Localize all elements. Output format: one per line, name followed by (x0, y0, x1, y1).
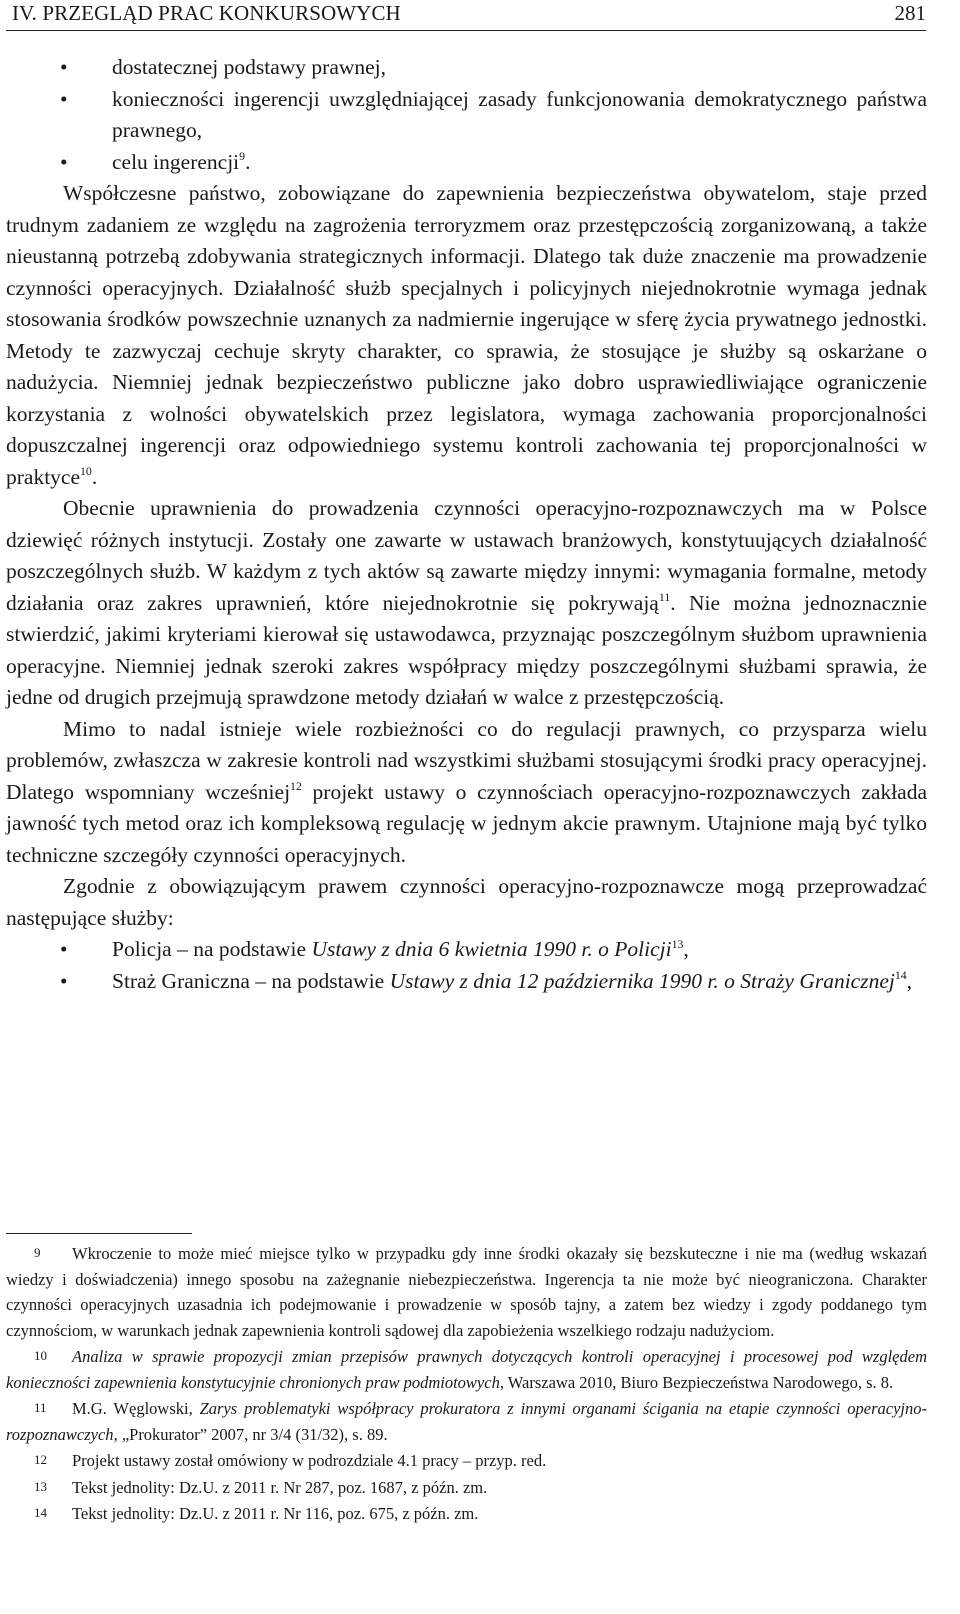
footnote: 13 Tekst jednolity: Dz.U. z 2011 r. Nr 287, poz. 1687, z późn. zm. (6, 1474, 927, 1501)
footnote-number: 11 (34, 1400, 47, 1415)
paragraph: Obecnie uprawnienia do prowadzenia czynności operacyjno-rozpoznawczych ma w Polsce dziewięć różnych instytucji. Zostały one zawarte w ustawach branżowych, konstytuujących działalność poszczególnych służb. W każdym z tych aktów są zawarte między innymi: wymagania formalne, metody działania oraz zakres uprawnień, które niejednokrotnie się pokrywają$^{11}$. Nie można jednoznacznie stwierdzić, jakimi kryteriami kierował się ustawodawca, przyznając poszczególnym służbom uprawnienia operacyjne. Niemniej jednak szeroki zakres współpracy między poszczególnymi służbami sprawia, że jedne od drugich przejmują sprawdzone metody działań w walce z przestępczością. (6, 496, 927, 709)
footnote-ref[interactable]: 9 (239, 149, 246, 164)
list-item: • Straż Graniczna – na podstawie Ustawy z dnia 12 października 1990 r. o Straży Granicznej$^{14}$, (6, 966, 927, 998)
bullet-icon: • (60, 149, 68, 174)
footnote-number: 12 (34, 1452, 47, 1467)
list-item: • konieczności ingerencji uwzględniającej zasady funkcjonowania demokratycznego państwa prawnego, (6, 84, 927, 147)
footnote-ref[interactable]: 12 (290, 779, 302, 794)
footnote-number: 9 (34, 1245, 41, 1260)
footnote-number: 10 (34, 1348, 47, 1363)
footnote-number: 13 (34, 1478, 47, 1494)
footnote: 11 M.G. Węglowski, Zarys problematyki współpracy prokuratora z innymi organami ścigania na etapie czynności operacyjno-rozpoznawczych, „Prokurator” 2007, nr 3/4 (31/32), s. 89. (6, 1395, 927, 1447)
paragraph: Zgodnie z obowiązującym prawem czynności operacyjno-rozpoznawcze mogą przeprowadzać następujące służby: (6, 874, 927, 930)
criteria-list (6, 52, 927, 178)
footnote-ref[interactable]: 10 (80, 464, 92, 479)
footnote: 10 Analiza w sprawie propozycji zmian przepisów prawnych dotyczących kontroli operacyjnej i procesowej pod względem konieczności zapewnienia konstytucyjnie chronionych praw podmiotowych, Warszawa 2010, Biuro Bezpieczeństwa Narodowego, s. 8. (6, 1343, 927, 1395)
footnote: 12 Projekt ustawy został omówiony w podrozdziale 4.1 pracy – przyp. red. (6, 1447, 927, 1474)
footnote-number: 14 (34, 1505, 47, 1520)
bullet-icon: • (60, 937, 68, 961)
bullet-icon: • (60, 968, 68, 993)
services-list (6, 934, 927, 997)
running-header (6, 0, 926, 31)
footnote: 14 Tekst jednolity: Dz.U. z 2011 r. Nr 116, poz. 675, z późn. zm. (6, 1500, 927, 1527)
chapter-title: IV. PRZEGLĄD PRAC KONKURSOWYCH (12, 1, 401, 25)
paragraph: Współczesne państwo, zobowiązane do zapewnienia bezpieczeństwa obywatelom, staje przed trudnym zadaniem ze względu na zagrożenia terroryzmem oraz przestępczością zorganizowaną, a także nieustanną potrzebą zdobywania strategicznych informacji. Dlatego tak duże znaczenie ma prowadzenie czynności operacyjnych. Działalność służb specjalnych i policyjnych niejednokrotnie wymaga jednak stosowania środków powszechnie uznanych za nadmiernie ingerujące w sferę życia prywatnego jednostki. Metody te zazwyczaj cechuje skryty charakter, co sprawia, że stosujące je służby są oskarżane o nadużycia. Niemniej jednak bezpieczeństwo publiczne jako dobro usprawiedliwiające ograniczenie korzystania z wolności obywatelskich przez legislatora, wymaga zachowania proporcjonalności dopuszczalnej ingerencji oraz odpowiedniego systemu kontroli zachowania tej proporcjonalności w praktyce$^{10}$. (6, 181, 927, 489)
bullet-icon: • (60, 55, 68, 79)
main-text (6, 52, 927, 997)
footnote-divider (6, 1233, 192, 1234)
footnote: 9 Wkroczenie to może mieć miejsce tylko w przypadku gdy inne środki okazały się bezskuteczne i nie ma (według wskazań wiedzy i doświadczenia) innego sposobu na zażegnanie niebezpieczeństwa. Ingerencja ta nie może być nieograniczona. Charakter czynności operacyjnych uzasadnia ich podejmowanie i prowadzenie w sposób tajny, a zatem bez wiedzy i zgody poddanego tym czynnościom, w warunkach jednak zapewnienia kontroli sądowej dla zapobieżenia wszelkiego rodzaju nadużyciom. (6, 1240, 927, 1343)
footnote-ref[interactable]: 13 (671, 936, 684, 951)
footnote-ref[interactable]: 14 (894, 968, 907, 983)
list-item: • celu ingerencji$^9$. (6, 147, 927, 179)
bullet-icon: • (60, 86, 68, 111)
paragraph: Mimo to nadal istnieje wiele rozbieżności co do regulacji prawnych, co przysparza wielu problemów, zwłaszcza w zakresie kontroli nad wszystkimi służbami stosującymi środki pracy operacyjnej. Dlatego wspomniany wcześniej$^{12}$ projekt ustawy o czynnościach operacyjno-rozpoznawczych zakłada jawność tych metod oraz ich kompleksową regulację w jednym akcie prawnym. Utajnione mają być tylko techniczne szczegóły czynności operacyjnych. (6, 716, 927, 867)
page-number: 281 (894, 1, 926, 25)
list-item: • dostatecznej podstawy prawnej, (6, 52, 927, 84)
list-item: • Policja – na podstawie Ustawy z dnia 6 kwietnia 1990 r. o Policji$^{13}$, (6, 934, 927, 966)
footnotes (6, 1240, 927, 1527)
footnote-ref[interactable]: 11 (658, 590, 671, 605)
